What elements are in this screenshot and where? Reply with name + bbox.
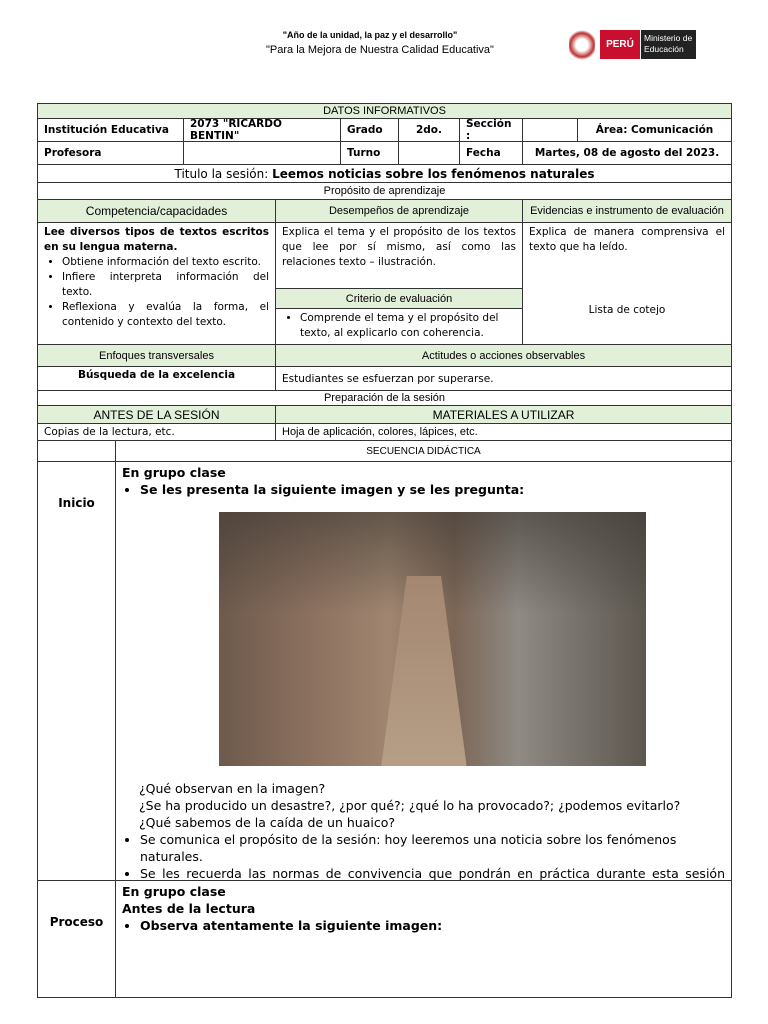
grado-value: 2do. [398, 118, 460, 142]
area: Área: Comunicación [577, 118, 732, 142]
evidencia-text: Explica de manera comprensiva el texto que ha leído. [529, 226, 725, 253]
proceso-label: Proceso [37, 880, 116, 998]
question: ¿Qué observan en la imagen? [139, 781, 326, 796]
competencia-text: Lee diversos tipos de textos escritos en su lengua materna. [44, 226, 269, 253]
motto-1: "Año de la unidad, la paz y el desarrollo" [282, 30, 458, 40]
competencia-cell [37, 222, 276, 345]
logo-ministerio: Ministerio de Educación [641, 30, 696, 59]
question: ¿Qué sabemos de la caída de un huaico? [139, 815, 395, 830]
fecha-label: Fecha [459, 141, 523, 165]
instrumento-text: Lista de cotejo [588, 304, 666, 316]
seccion-label: Sección : [459, 118, 523, 142]
criterio-title: Criterio de evaluación [275, 288, 523, 309]
inicio-cell [115, 461, 732, 881]
col-competencia: Competencia/capacidades [37, 199, 276, 223]
profesora-label: Profesora [37, 141, 184, 165]
evidencia-cell [522, 222, 732, 345]
desempeno: Explica el tema y el propósito de los textos que lee por sí mismo, así como las relaciones texto – ilustración. [275, 222, 523, 289]
ie-label: Institución Educativa [37, 118, 184, 142]
enfoque-value: Búsqueda de la excelencia [37, 366, 276, 391]
col-materiales: MATERIALES A UTILIZAR [275, 405, 732, 424]
criterio-cell [275, 308, 523, 345]
peru-shield-logo [569, 30, 595, 60]
inicio-grupo: En grupo clase [122, 465, 226, 480]
col-actitudes: Actitudes o acciones observables [275, 344, 732, 367]
proposito-title: Propósito de aprendizaje [37, 182, 732, 200]
capacidad-item: • Reflexiona y evalúa la forma, el contenido y contexto del texto. [62, 300, 269, 330]
capacidad-item: • Obtiene información del texto escrito. [62, 255, 269, 270]
col-desempenos: Desempeños de aprendizaje [275, 199, 523, 223]
fecha-value: Martes, 08 de agosto del 2023. [522, 141, 732, 165]
proceso-grupo: En grupo clase [122, 884, 226, 899]
inicio-bullet: • Se comunica el propósito de la sesión: hoy leeremos una noticia sobre los fenómenos naturales. [140, 831, 725, 865]
motto-2: "Para la Mejora de Nuestra Calidad Educativa" [266, 44, 494, 56]
antes-value: Copias de la lectura, etc. [37, 423, 276, 441]
col-antes: ANTES DE LA SESIÓN [37, 405, 276, 424]
secuencia-blank [37, 440, 116, 462]
materiales-value: Hoja de aplicación, colores, lápices, etc. [275, 423, 732, 441]
logo-peru: PERÚ [600, 30, 640, 59]
grado-label: Grado [340, 118, 399, 142]
ie-value: 2073 "RICARDO BENTIN" [183, 118, 341, 142]
turno-label: Turno [340, 141, 399, 165]
seccion-value [522, 118, 578, 142]
capacidad-item: • Infiere interpreta información del texto. [62, 270, 269, 300]
actitud-value: Estudiantes se esfuerzan por superarse. [275, 366, 732, 391]
datos-title: DATOS INFORMATIVOS [37, 103, 732, 119]
huaico-image [219, 512, 646, 766]
proceso-antes: Antes de la lectura [122, 901, 256, 916]
secuencia-title: SECUENCIA DIDÁCTICA [115, 440, 732, 462]
profesora-value [183, 141, 341, 165]
criterio-text: • Comprende el tema y el propósito del texto, al explicarlo con coherencia. [300, 311, 516, 341]
question: ¿Se ha producido un desastre?, ¿por qué?; ¿qué lo ha provocado?; ¿podemos evitarlo? [139, 798, 681, 813]
preparacion-title: Preparación de la sesión [37, 390, 732, 406]
session-title-value: Leemos noticias sobre los fenómenos naturales [272, 166, 595, 181]
session-title-label: Titulo la sesión: [174, 166, 269, 181]
inicio-bullet: • Se les recuerda las normas de convivencia que pondrán en práctica durante esta sesión [140, 865, 725, 881]
col-evidencias: Evidencias e instrumento de evaluación [522, 199, 732, 223]
col-enfoques: Enfoques transversales [37, 344, 276, 367]
proceso-bullet: • Observa atentamente la siguiente imagen: [140, 917, 725, 934]
turno-value [398, 141, 460, 165]
inicio-label: Inicio [37, 461, 116, 881]
proceso-cell [115, 880, 732, 998]
inicio-bullet: • Se les presenta la siguiente imagen y se les pregunta: [140, 481, 725, 498]
session-title [37, 164, 732, 183]
